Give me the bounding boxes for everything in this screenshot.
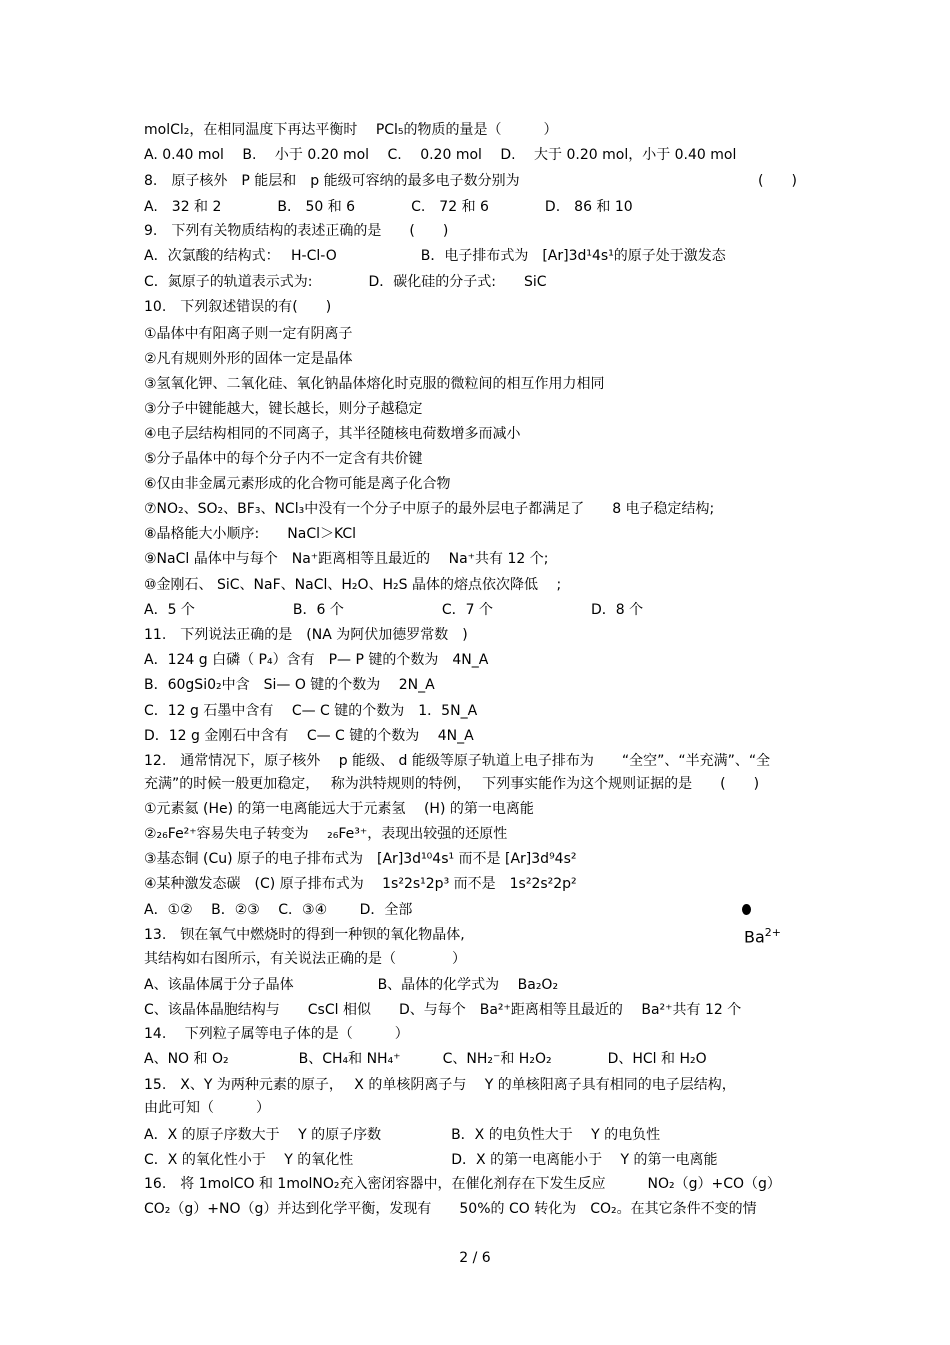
text-line: CO₂（g）+NO（g）并达到化学平衡，发现有 50%的 CO 转化为 CO₂。在其它条件不变的情 (144, 1201, 757, 1217)
text-line: A．①② B．②③ C．③④ D．全部 (144, 902, 413, 918)
text-line: 15. X、Y 为两种元素的原子， X 的单核阴离子与 Y 的单核阳离子具有相同的电子层结构， (144, 1077, 736, 1093)
text-line: 11. 下列说法正确的是 (NA 为阿伏加德罗常数 ) (144, 627, 468, 643)
text-line: 10. 下列叙述错误的有( ) (144, 299, 332, 315)
text-line: 充满”的时候一般更加稳定， 称为洪特规则的特例， 下列事实能作为这个规则证据的是 ( ) (144, 776, 760, 792)
text-line: ③基态铜 (Cu) 原子的电子排布式为 [Ar]3d¹⁰4s¹ 而不是 [Ar]3d⁹4s² (144, 851, 577, 867)
text-line: A．次氯酸的结构式： H-Cl-O B．电子排布式为 [Ar]3d¹4s¹的原子处于激发态 (144, 248, 726, 264)
text-line: ⑨NaCl 晶体中与每个 Na⁺距离相等且最近的 Na⁺共有 12 个; (144, 551, 549, 567)
text-line: C．12 g 石墨中含有 C— C 键的个数为 1．5N_A (144, 703, 478, 719)
ba-ion-label: $Ba^{2+}$ (744, 926, 781, 947)
text-line: ②₂₆Fe²⁺容易失电子转变为 ₂₆Fe³⁺，表现出较强的还原性 (144, 826, 508, 842)
text-line: 16. 将 1molCO 和 1molNO₂充入密闭容器中，在催化剂存在下发生反应 NO₂（g）+CO（g） (144, 1176, 781, 1192)
q8-answer-paren: ( ) (758, 173, 797, 189)
text-line: A．124 g 白磷（ P₄）含有 P— P 键的个数为 4N_A (144, 652, 489, 668)
text-line: A. 0.40 mol B. 小于 0.20 mol C. 0.20 mol D. 大于 0.20 mol，小于 0.40 mol (144, 147, 737, 163)
text-line: ⑩金刚石、 SiC、NaF、NaCl、H₂O、H₂S 晶体的熔点依次降低 ; (144, 577, 562, 593)
text-line: D．12 g 金刚石中含有 C— C 键的个数为 4N_A (144, 728, 474, 744)
text-line: ⑧晶格能大小顺序: NaCl＞KCl (144, 526, 357, 542)
text-line: C、该晶体晶胞结构与 CsCl 相似 D、与每个 Ba²⁺距离相等且最近的 Ba²⁺共有 12 个 (144, 1002, 742, 1018)
text-line: ④电子层结构相同的不同离子，其半径随核电荷数增多而减小 (144, 426, 521, 442)
text-line: ①元素氦 (He) 的第一电离能远大于元素氢 (H) 的第一电离能 (144, 801, 534, 817)
text-line: ③氢氧化钾、二氧化硅、氧化钠晶体熔化时克服的微粒间的相互作用力相同 (144, 376, 605, 392)
text-line: 14. 下列粒子属等电子体的是（ ） (144, 1026, 409, 1042)
text-line: A、NO 和 O₂ B、CH₄和 NH₄⁺ C、NH₂⁻和 H₂O₂ D、HCl 和 H₂O (144, 1051, 707, 1067)
text-line: 8. 原子核外 P 能层和 p 能级可容纳的最多电子数分别为 (144, 173, 520, 189)
text-line: ⑤分子晶体中的每个分子内不一定含有共价键 (144, 451, 423, 467)
text-line: A. 32 和 2 B. 50 和 6 C. 72 和 6 D. 86 和 10 (144, 199, 633, 215)
text-line: B．60gSi0₂中含 Si— O 键的个数为 2N_A (144, 677, 435, 693)
text-line: ⑥仅由非金属元素形成的化合物可能是离子化合物 (144, 476, 451, 492)
text-line: ③分子中键能越大，键长越长，则分子越稳定 (144, 401, 423, 417)
ba-ion-dot-icon (742, 904, 751, 915)
text-line: A、该晶体属于分子晶体 B、晶体的化学式为 Ba₂O₂ (144, 977, 559, 993)
page-number: 2 / 6 (459, 1250, 491, 1266)
text-line: 13. 钡在氧气中燃烧时的得到一种钡的氧化物晶体, (144, 927, 465, 943)
text-line: ①晶体中有阳离子则一定有阴离子 (144, 326, 353, 342)
text-line: A．5 个 B．6 个 C．7 个 D．8 个 (144, 602, 644, 618)
text-line: molCl₂，在相同温度下再达平衡时 PCl₅的物质的量是（ ） (144, 122, 558, 138)
text-line: ⑦NO₂、SO₂、BF₃、NCl₃中没有一个分子中原子的最外层电子都满足了 8 电子稳定结构; (144, 501, 715, 517)
text-line: ④某种激发态碳 (C) 原子排布式为 1s²2s¹2p³ 而不是 1s²2s²2p² (144, 876, 577, 892)
text-line: 其结构如右图所示，有关说法正确的是（ ） (144, 951, 466, 967)
text-line: ②凡有规则外形的固体一定是晶体 (144, 351, 353, 367)
text-line: 12. 通常情况下，原子核外 p 能级、 d 能级等原子轨道上电子排布为 “全空”、“半充满”、“全 (144, 753, 771, 769)
text-line: A．X 的原子序数大于 Y 的原子序数 B．X 的电负性大于 Y 的电负性 (144, 1127, 661, 1143)
text-line: 由此可知（ ） (144, 1100, 270, 1116)
text-line: C．X 的氧化性小于 Y 的氧化性 D．X 的第一电离能小于 Y 的第一电离能 (144, 1152, 718, 1168)
text-line: 9. 下列有关物质结构的表述正确的是 ( ) (144, 223, 449, 239)
text-line: C．氮原子的轨道表示式为: D．碳化硅的分子式: SiC (144, 274, 547, 290)
